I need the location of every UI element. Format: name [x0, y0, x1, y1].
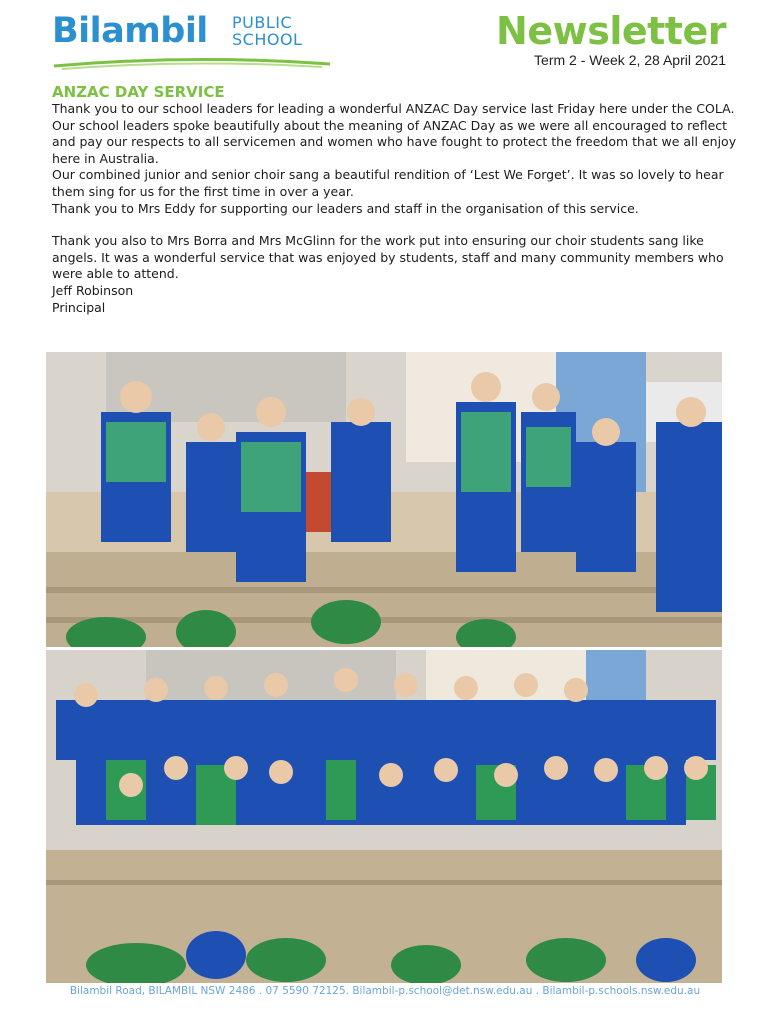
- issue-date: Term 2 - Week 2, 28 April 2021: [534, 52, 726, 68]
- signature-name: Jeff Robinson: [52, 282, 134, 298]
- school-contact-footer: Bilambil Road, BILAMBIL NSW 2486 . 07 5590 72125. Bilambil-p.school@det.nsw.edu.au . Bilambil-p.schools.nsw.edu.au: [69, 985, 701, 997]
- logo-school-suffix: [232, 14, 302, 48]
- logo-swoosh-icon: [52, 52, 332, 74]
- paragraph: Thank you also to Mrs Borra and Mrs McGlinn for the work put into ensuring our choir students sang like angels. It was a wonderful service that was enjoyed by students, staff and many community members who were able to attend.: [52, 233, 724, 282]
- paragraph-spacer: [52, 217, 742, 233]
- paragraph: Our combined junior and senior choir sang a beautiful rendition of ‘Lest We Forget’. It was so lovely to hear them sing for us for the first time in over a year.: [52, 167, 724, 199]
- newsletter-title: Newsletter: [496, 9, 726, 53]
- photo-leaders-on-stage: [46, 352, 722, 647]
- school-logo: [52, 10, 342, 72]
- logo-suffix-line1: PUBLIC: [232, 13, 293, 32]
- article-body: [52, 101, 742, 316]
- photo-illustration: [46, 352, 722, 647]
- paragraph: Thank you to Mrs Eddy for supporting our leaders and staff in the organisation of this service.: [52, 200, 639, 216]
- logo-school-name: Bilambil: [52, 11, 208, 51]
- paragraph: Thank you to our school leaders for leading a wonderful ANZAC Day service last Friday here under the COLA. Our school leaders spoke beautifully about the meaning of ANZAC Day as we were all encouraged to reflect and pay our respects to all servicemen and women who have fought to protect the freedom that we all enjoy here in Australia.: [52, 101, 737, 166]
- signature-role: Principal: [52, 299, 106, 315]
- photo-illustration: [46, 650, 722, 983]
- photo-choir-students: [46, 650, 722, 983]
- article-heading: ANZAC DAY SERVICE: [52, 83, 225, 101]
- logo-suffix-line2: SCHOOL: [232, 30, 303, 49]
